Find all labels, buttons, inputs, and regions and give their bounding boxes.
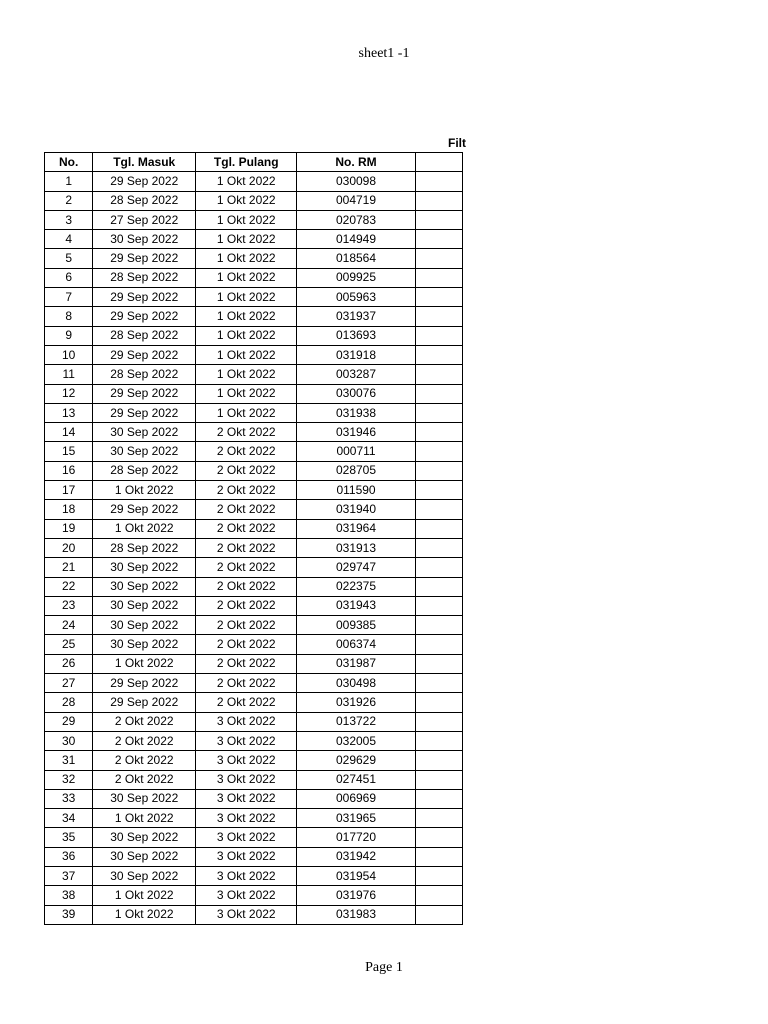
- cell-clipped: [415, 500, 462, 519]
- cell-tgl-masuk: 29 Sep 2022: [93, 249, 196, 268]
- cell-clipped: [415, 326, 462, 345]
- table-row: [45, 789, 463, 808]
- cell-no: 1: [45, 172, 93, 191]
- cell-tgl-pulang: 2 Okt 2022: [196, 481, 297, 500]
- cell-no: 2: [45, 191, 93, 210]
- cell-tgl-pulang: 1 Okt 2022: [196, 230, 297, 249]
- table-row: [45, 210, 463, 229]
- cell-no: 23: [45, 596, 93, 615]
- cell-no-rm: 031965: [297, 809, 415, 828]
- cell-no: 29: [45, 712, 93, 731]
- cell-no-rm: 005963: [297, 288, 415, 307]
- cell-clipped: [415, 423, 462, 442]
- cell-clipped: [415, 191, 462, 210]
- cell-clipped: [415, 365, 462, 384]
- table-row: [45, 558, 463, 577]
- column-header-no: No.: [45, 153, 93, 172]
- cell-no-rm: 031976: [297, 886, 415, 905]
- cell-no: 5: [45, 249, 93, 268]
- cell-tgl-masuk: 29 Sep 2022: [93, 674, 196, 693]
- cell-clipped: [415, 886, 462, 905]
- cell-no-rm: 031937: [297, 307, 415, 326]
- table-row: [45, 866, 463, 885]
- cell-no-rm: 029629: [297, 751, 415, 770]
- cell-tgl-masuk: 30 Sep 2022: [93, 847, 196, 866]
- cell-clipped: [415, 403, 462, 422]
- cell-tgl-masuk: 29 Sep 2022: [93, 500, 196, 519]
- cell-tgl-pulang: 1 Okt 2022: [196, 384, 297, 403]
- cell-tgl-pulang: 2 Okt 2022: [196, 616, 297, 635]
- cell-tgl-masuk: 28 Sep 2022: [93, 326, 196, 345]
- table-row: [45, 674, 463, 693]
- cell-clipped: [415, 384, 462, 403]
- cell-tgl-pulang: 2 Okt 2022: [196, 519, 297, 538]
- cell-tgl-masuk: 29 Sep 2022: [93, 403, 196, 422]
- table-row: [45, 345, 463, 364]
- table-row: [45, 249, 463, 268]
- cell-tgl-masuk: 30 Sep 2022: [93, 423, 196, 442]
- cell-tgl-pulang: 1 Okt 2022: [196, 268, 297, 287]
- cell-tgl-masuk: 2 Okt 2022: [93, 712, 196, 731]
- cell-tgl-masuk: 30 Sep 2022: [93, 577, 196, 596]
- table-row: [45, 326, 463, 345]
- table-row: [45, 423, 463, 442]
- cell-tgl-masuk: 28 Sep 2022: [93, 461, 196, 480]
- cell-no-rm: 031964: [297, 519, 415, 538]
- table-row: [45, 384, 463, 403]
- table-region: [44, 135, 466, 935]
- cell-no-rm: 017720: [297, 828, 415, 847]
- cell-tgl-masuk: 30 Sep 2022: [93, 616, 196, 635]
- cell-clipped: [415, 461, 462, 480]
- cell-tgl-pulang: 1 Okt 2022: [196, 326, 297, 345]
- table-row: [45, 596, 463, 615]
- cell-tgl-masuk: 1 Okt 2022: [93, 481, 196, 500]
- column-header-clipped: [415, 153, 462, 172]
- cell-clipped: [415, 616, 462, 635]
- table-row: [45, 403, 463, 422]
- cell-tgl-pulang: 2 Okt 2022: [196, 558, 297, 577]
- cell-tgl-masuk: 30 Sep 2022: [93, 596, 196, 615]
- cell-clipped: [415, 345, 462, 364]
- cell-clipped: [415, 288, 462, 307]
- cell-no: 31: [45, 751, 93, 770]
- cell-no: 17: [45, 481, 93, 500]
- cell-tgl-pulang: 1 Okt 2022: [196, 403, 297, 422]
- cell-no-rm: 022375: [297, 577, 415, 596]
- cell-tgl-pulang: 1 Okt 2022: [196, 210, 297, 229]
- cell-no-rm: 011590: [297, 481, 415, 500]
- table-row: [45, 538, 463, 557]
- cell-clipped: [415, 538, 462, 557]
- cell-tgl-pulang: 2 Okt 2022: [196, 635, 297, 654]
- cell-no: 27: [45, 674, 93, 693]
- table-row: [45, 230, 463, 249]
- cell-clipped: [415, 731, 462, 750]
- cell-no: 11: [45, 365, 93, 384]
- cell-no: 39: [45, 905, 93, 924]
- cell-tgl-masuk: 1 Okt 2022: [93, 519, 196, 538]
- cell-no: 32: [45, 770, 93, 789]
- cell-tgl-masuk: 1 Okt 2022: [93, 654, 196, 673]
- cell-tgl-pulang: 3 Okt 2022: [196, 751, 297, 770]
- cell-tgl-pulang: 1 Okt 2022: [196, 365, 297, 384]
- cell-no: 28: [45, 693, 93, 712]
- table-row: [45, 577, 463, 596]
- column-header-no-rm: No. RM: [297, 153, 415, 172]
- cell-clipped: [415, 866, 462, 885]
- cell-clipped: [415, 442, 462, 461]
- cell-tgl-masuk: 29 Sep 2022: [93, 384, 196, 403]
- table-row: [45, 288, 463, 307]
- table-row: [45, 616, 463, 635]
- cell-tgl-pulang: 2 Okt 2022: [196, 693, 297, 712]
- cell-tgl-pulang: 3 Okt 2022: [196, 905, 297, 924]
- cell-tgl-pulang: 1 Okt 2022: [196, 288, 297, 307]
- cell-tgl-pulang: 1 Okt 2022: [196, 345, 297, 364]
- table-row: [45, 770, 463, 789]
- cell-clipped: [415, 905, 462, 924]
- cell-no-rm: 000711: [297, 442, 415, 461]
- cell-no-rm: 014949: [297, 230, 415, 249]
- cell-no-rm: 031926: [297, 693, 415, 712]
- table-row: [45, 712, 463, 731]
- cell-clipped: [415, 693, 462, 712]
- cell-clipped: [415, 230, 462, 249]
- cell-no-rm: 013693: [297, 326, 415, 345]
- table-row: [45, 886, 463, 905]
- cell-no: 38: [45, 886, 93, 905]
- cell-no-rm: 031918: [297, 345, 415, 364]
- cell-tgl-pulang: 3 Okt 2022: [196, 809, 297, 828]
- table-row: [45, 847, 463, 866]
- cell-no: 8: [45, 307, 93, 326]
- cell-no: 6: [45, 268, 93, 287]
- cell-no-rm: 029747: [297, 558, 415, 577]
- cell-no-rm: 006969: [297, 789, 415, 808]
- cell-clipped: [415, 210, 462, 229]
- cell-no-rm: 006374: [297, 635, 415, 654]
- table-row: [45, 365, 463, 384]
- cell-tgl-masuk: 29 Sep 2022: [93, 288, 196, 307]
- cell-no: 26: [45, 654, 93, 673]
- cell-tgl-pulang: 1 Okt 2022: [196, 172, 297, 191]
- cell-no-rm: 031940: [297, 500, 415, 519]
- column-header-tgl-pulang: Tgl. Pulang: [196, 153, 297, 172]
- cell-tgl-pulang: 3 Okt 2022: [196, 770, 297, 789]
- cell-no-rm: 004719: [297, 191, 415, 210]
- cell-no: 34: [45, 809, 93, 828]
- cell-tgl-masuk: 30 Sep 2022: [93, 828, 196, 847]
- cell-tgl-pulang: 3 Okt 2022: [196, 886, 297, 905]
- cell-no: 4: [45, 230, 93, 249]
- table-row: [45, 481, 463, 500]
- cell-tgl-masuk: 1 Okt 2022: [93, 905, 196, 924]
- cell-tgl-masuk: 29 Sep 2022: [93, 172, 196, 191]
- cell-no: 25: [45, 635, 93, 654]
- cell-tgl-masuk: 30 Sep 2022: [93, 866, 196, 885]
- cell-no-rm: 027451: [297, 770, 415, 789]
- cell-tgl-masuk: 29 Sep 2022: [93, 693, 196, 712]
- cell-no: 21: [45, 558, 93, 577]
- cell-no-rm: 031942: [297, 847, 415, 866]
- cell-no-rm: 032005: [297, 731, 415, 750]
- table-row: [45, 268, 463, 287]
- cell-no: 24: [45, 616, 93, 635]
- table-body: [45, 172, 463, 925]
- cell-tgl-masuk: 30 Sep 2022: [93, 230, 196, 249]
- table-row: [45, 693, 463, 712]
- cell-no: 35: [45, 828, 93, 847]
- page-footer: Page 1: [365, 960, 403, 975]
- table-row: [45, 442, 463, 461]
- cell-tgl-pulang: 2 Okt 2022: [196, 500, 297, 519]
- cell-tgl-pulang: 2 Okt 2022: [196, 654, 297, 673]
- cell-clipped: [415, 519, 462, 538]
- cell-no: 16: [45, 461, 93, 480]
- column-header-tgl-masuk: Tgl. Masuk: [93, 153, 196, 172]
- data-table: [44, 152, 463, 925]
- cell-no-rm: 030498: [297, 674, 415, 693]
- cell-clipped: [415, 635, 462, 654]
- cell-no-rm: 009925: [297, 268, 415, 287]
- cell-no-rm: 031946: [297, 423, 415, 442]
- cell-no: 19: [45, 519, 93, 538]
- cell-no-rm: 003287: [297, 365, 415, 384]
- table-row: [45, 809, 463, 828]
- cell-no-rm: 020783: [297, 210, 415, 229]
- cell-clipped: [415, 809, 462, 828]
- cell-no: 12: [45, 384, 93, 403]
- cell-tgl-pulang: 2 Okt 2022: [196, 596, 297, 615]
- cell-clipped: [415, 268, 462, 287]
- cell-no: 20: [45, 538, 93, 557]
- cell-tgl-pulang: 2 Okt 2022: [196, 442, 297, 461]
- table-row: [45, 635, 463, 654]
- cell-tgl-masuk: 29 Sep 2022: [93, 307, 196, 326]
- table-row: [45, 519, 463, 538]
- cell-no: 18: [45, 500, 93, 519]
- table-row: [45, 500, 463, 519]
- table-row: [45, 461, 463, 480]
- cell-no-rm: 009385: [297, 616, 415, 635]
- cell-no: 13: [45, 403, 93, 422]
- cell-no-rm: 031943: [297, 596, 415, 615]
- cell-tgl-pulang: 3 Okt 2022: [196, 712, 297, 731]
- cell-tgl-masuk: 30 Sep 2022: [93, 442, 196, 461]
- cell-tgl-pulang: 2 Okt 2022: [196, 577, 297, 596]
- cell-no-rm: 031938: [297, 403, 415, 422]
- cell-clipped: [415, 770, 462, 789]
- cell-tgl-pulang: 3 Okt 2022: [196, 847, 297, 866]
- cell-clipped: [415, 654, 462, 673]
- cell-tgl-pulang: 1 Okt 2022: [196, 307, 297, 326]
- cell-no: 33: [45, 789, 93, 808]
- cell-tgl-masuk: 28 Sep 2022: [93, 191, 196, 210]
- cell-clipped: [415, 558, 462, 577]
- cell-tgl-pulang: 3 Okt 2022: [196, 731, 297, 750]
- cell-clipped: [415, 828, 462, 847]
- table-row: [45, 731, 463, 750]
- table-row: [45, 654, 463, 673]
- cell-clipped: [415, 674, 462, 693]
- cell-tgl-pulang: 3 Okt 2022: [196, 866, 297, 885]
- cell-tgl-masuk: 30 Sep 2022: [93, 789, 196, 808]
- cell-no-rm: 030076: [297, 384, 415, 403]
- cell-no: 14: [45, 423, 93, 442]
- cell-clipped: [415, 789, 462, 808]
- table-title-fragment: Filt: [448, 136, 466, 150]
- cell-clipped: [415, 847, 462, 866]
- cell-no-rm: 028705: [297, 461, 415, 480]
- cell-no: 15: [45, 442, 93, 461]
- header-row: [45, 153, 463, 172]
- cell-tgl-masuk: 29 Sep 2022: [93, 345, 196, 364]
- cell-tgl-pulang: 2 Okt 2022: [196, 538, 297, 557]
- cell-tgl-masuk: 2 Okt 2022: [93, 731, 196, 750]
- cell-tgl-pulang: 2 Okt 2022: [196, 461, 297, 480]
- cell-tgl-masuk: 27 Sep 2022: [93, 210, 196, 229]
- cell-no-rm: 031983: [297, 905, 415, 924]
- cell-no: 10: [45, 345, 93, 364]
- cell-no-rm: 018564: [297, 249, 415, 268]
- cell-no: 9: [45, 326, 93, 345]
- cell-no: 22: [45, 577, 93, 596]
- table-row: [45, 905, 463, 924]
- cell-tgl-pulang: 1 Okt 2022: [196, 191, 297, 210]
- table-row: [45, 172, 463, 191]
- cell-tgl-pulang: 3 Okt 2022: [196, 828, 297, 847]
- cell-clipped: [415, 577, 462, 596]
- cell-tgl-masuk: 28 Sep 2022: [93, 365, 196, 384]
- cell-clipped: [415, 596, 462, 615]
- table-row: [45, 307, 463, 326]
- table-row: [45, 191, 463, 210]
- cell-tgl-masuk: 1 Okt 2022: [93, 809, 196, 828]
- cell-clipped: [415, 172, 462, 191]
- cell-tgl-masuk: 1 Okt 2022: [93, 886, 196, 905]
- cell-tgl-masuk: 2 Okt 2022: [93, 751, 196, 770]
- cell-clipped: [415, 712, 462, 731]
- cell-no: 30: [45, 731, 93, 750]
- cell-tgl-masuk: 28 Sep 2022: [93, 268, 196, 287]
- cell-clipped: [415, 249, 462, 268]
- cell-tgl-masuk: 28 Sep 2022: [93, 538, 196, 557]
- cell-tgl-pulang: 2 Okt 2022: [196, 674, 297, 693]
- cell-no-rm: 031913: [297, 538, 415, 557]
- cell-no-rm: 031987: [297, 654, 415, 673]
- table-row: [45, 751, 463, 770]
- cell-tgl-pulang: 3 Okt 2022: [196, 789, 297, 808]
- cell-no-rm: 031954: [297, 866, 415, 885]
- cell-tgl-pulang: 2 Okt 2022: [196, 423, 297, 442]
- cell-tgl-pulang: 1 Okt 2022: [196, 249, 297, 268]
- table-row: [45, 828, 463, 847]
- cell-no: 3: [45, 210, 93, 229]
- cell-clipped: [415, 751, 462, 770]
- cell-no: 7: [45, 288, 93, 307]
- cell-clipped: [415, 307, 462, 326]
- cell-no: 36: [45, 847, 93, 866]
- page-header: sheet1 -1: [358, 46, 410, 61]
- cell-tgl-masuk: 30 Sep 2022: [93, 558, 196, 577]
- cell-tgl-masuk: 2 Okt 2022: [93, 770, 196, 789]
- cell-no-rm: 030098: [297, 172, 415, 191]
- cell-no: 37: [45, 866, 93, 885]
- cell-clipped: [415, 481, 462, 500]
- cell-no-rm: 013722: [297, 712, 415, 731]
- cell-tgl-masuk: 30 Sep 2022: [93, 635, 196, 654]
